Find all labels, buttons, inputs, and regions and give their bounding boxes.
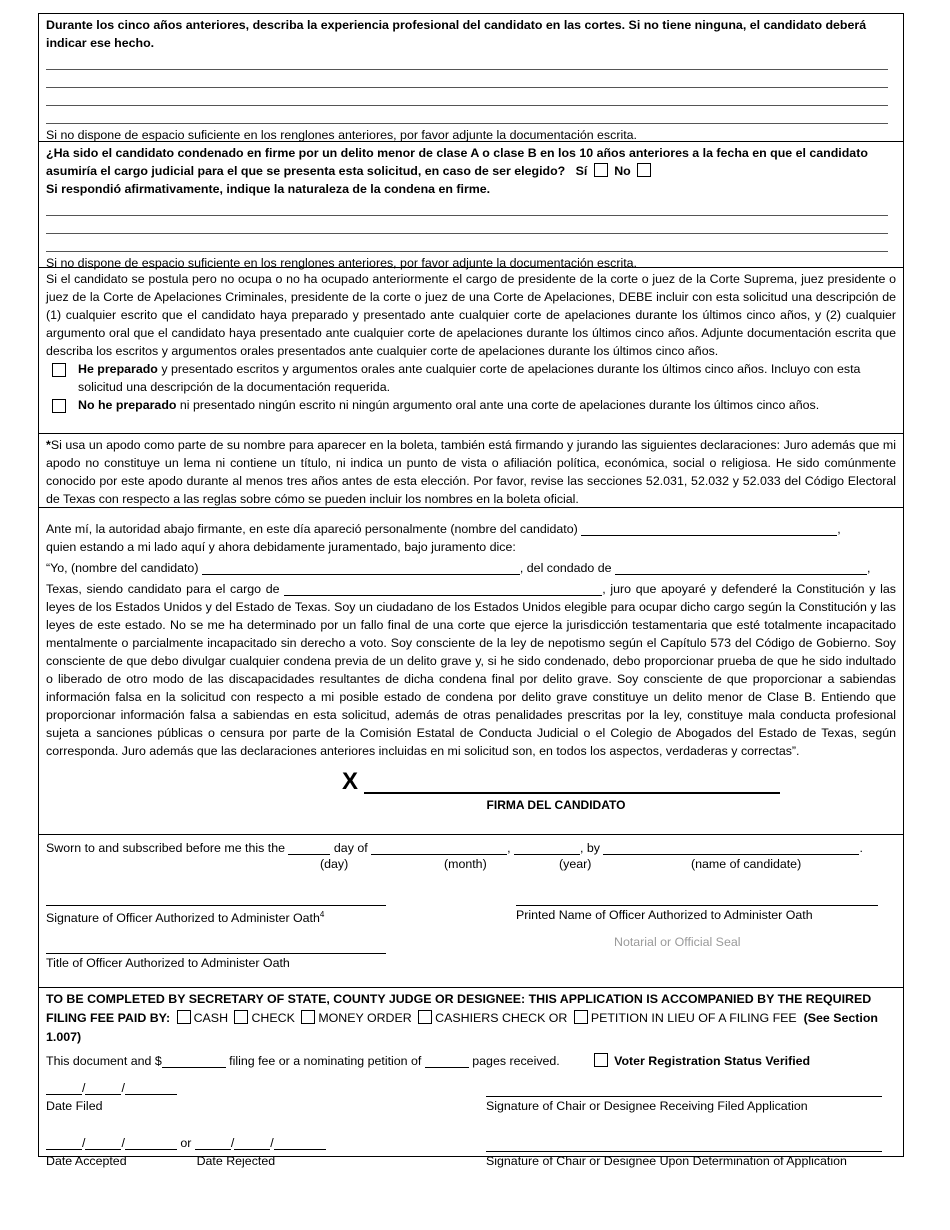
fee-amount-field[interactable] [162, 1054, 226, 1068]
section-nickname [39, 434, 903, 508]
oath-line-3: “Yo, (nombre del candidato) , del condado de , [46, 561, 871, 575]
experience-note: Si no dispone de espacio suficiente en los renglones anteriores, por favor adjunte la documentación escrita. [46, 128, 637, 142]
officer-signature-line[interactable] [46, 889, 386, 906]
answer-line[interactable] [46, 88, 888, 106]
candidate-name-field[interactable] [581, 522, 837, 536]
answer-line[interactable] [46, 52, 888, 70]
candidate-signature-label: FIRMA DEL CANDIDATO [486, 798, 626, 812]
date-accepted-rejected-block: / / or / / Date Accepted Date Rejected [46, 1135, 326, 1170]
section-sworn [39, 835, 903, 988]
date-filed-month[interactable] [46, 1081, 82, 1095]
sworn-line: Sworn to and subscribed before me this the day of , , by . [46, 841, 863, 855]
sworn-captions: (day) (month) (year) (name of candidate) [320, 857, 802, 871]
date-accepted-label: Date Accepted [46, 1154, 127, 1168]
petition-checkbox[interactable] [574, 1010, 588, 1024]
answer-line[interactable] [46, 234, 888, 252]
voter-verified-checkbox[interactable] [594, 1053, 608, 1067]
not-prepared-checkbox[interactable] [52, 399, 66, 413]
section-sos [39, 988, 903, 1168]
officer-printed-name-line[interactable] [516, 889, 878, 906]
date-filed-day[interactable] [85, 1081, 121, 1095]
candidate-name-field[interactable] [202, 561, 520, 575]
date-filed-year[interactable] [125, 1081, 177, 1095]
oath-line-1: Ante mí, la autoridad abajo firmante, en este día apareció personalmente (nombre del candidato) , [46, 522, 841, 536]
nickname-statement: *Si usa un apodo como parte de su nombre para aparecer en la boleta, también está firmando y jurando las siguientes declaraciones: Juro además que mi apodo no constituye un lema ni contiene un título, ni indica un punto de vista o afiliación política, económica, social o religiosa. He sido comúnmente conocido por este apodo durante al menos tres años antes de esta elección. Por favor, revise las secciones 52.031, 52.032 y 52.033 del Código Electoral de Texas con respecto a las reglas sobre cómo se pueden incluir los nombres en la boleta oficial. [46, 438, 896, 506]
office-field[interactable] [284, 582, 602, 596]
yes-checkbox[interactable] [594, 163, 608, 177]
year-field[interactable] [514, 841, 580, 855]
date-filed-block: / / Date Filed [46, 1080, 177, 1115]
conviction-question: ¿Ha sido el candidato condenado en firme por un delito menor de clase A o clase B en los 10 años anteriores a la fecha en que el candidato asumiría el cargo judicial para el que se presenta esta solicitud, en caso de ser elegido? Sí No [46, 146, 868, 178]
section-experience [39, 14, 903, 142]
date-accepted-day[interactable] [85, 1136, 121, 1150]
date-accepted-year[interactable] [125, 1136, 177, 1150]
prepared-checkbox[interactable] [52, 363, 66, 377]
oath-line-2: quien estando a mi lado aquí y ahora debidamente juramentado, bajo juramento dice: [46, 540, 516, 554]
notarial-seal-label: Notarial or Official Seal [614, 935, 741, 950]
candidate-signature-area [46, 768, 896, 796]
conviction-followup: Si respondió afirmativamente, indique la naturaleza de la condena en firme. [46, 182, 491, 196]
determination-signature-label: Signature of Chair or Designee Upon Determination of Application [486, 1154, 847, 1168]
not-prepared-option: No he preparado ni presentado ningún escrito ni ningún argumento oral ante una corte de apelaciones durante los últimos cinco años. [52, 396, 896, 414]
petition-pages-field[interactable] [425, 1054, 469, 1068]
candidate-name-field[interactable] [603, 841, 859, 855]
officer-title-line[interactable] [46, 937, 386, 954]
receiving-signature-line[interactable] [486, 1080, 882, 1097]
appellate-intro: Si el candidato se postula pero no ocupa o no ha ocupado anteriormente el cargo de presidente de la corte o juez de la Corte Suprema, juez presidente o juez de la Corte de Apelaciones Criminales, presidente de la corte o juez de una Corte de Apelaciones, DEBE incluir con esta solicitud una descripción de (1) cualquier escrito que el candidato haya preparado y presentado ante cualquier corte de apelaciones durante los últimos cinco años, y (2) cualquier argumento oral que el candidato haya presentado ante cualquier corte de apelaciones durante los últimos cinco años. Adjunte documentación escrita que describa los escritos y argumentos orales presentados ante cualquier corte de apelaciones durante los últimos cinco años. [46, 272, 896, 358]
no-checkbox[interactable] [637, 163, 651, 177]
section-oath [39, 508, 903, 835]
money-order-checkbox[interactable] [301, 1010, 315, 1024]
sos-received-line: This document and $ filing fee or a nominating petition of pages received. Voter Registration Status Verified [46, 1054, 811, 1068]
date-rejected-day[interactable] [234, 1136, 270, 1150]
date-accepted-month[interactable] [46, 1136, 82, 1150]
application-form [38, 13, 904, 1168]
day-field[interactable] [288, 841, 330, 855]
experience-question: Durante los cinco años anteriores, describa la experiencia profesional del candidato en las cortes. Si no tiene ninguna, el candidato deberá indicar ese hecho. [46, 18, 867, 50]
answer-line[interactable] [46, 70, 888, 88]
cashiers-check-checkbox[interactable] [418, 1010, 432, 1024]
cash-checkbox[interactable] [177, 1010, 191, 1024]
answer-line[interactable] [46, 198, 888, 216]
oath-body: Texas, siendo candidato para el cargo de , juro que apoyaré y defenderé la Constitución y las leyes de los Estados Unidos y del Estado de Texas. Soy un ciudadano de los Estados Unidos elegible para ocupar dicho cargo según la Constitución y las leyes de este estado. No se me ha determinado por un fallo final de una corte que ejerce la jurisdicción testamentaria que esté totalmente incapacitado mentalmente o parcialmente incapacitado sin derecho a voto. Soy consciente de la ley de nepotismo según el Capítulo 573 del Código de Gobierno. Soy consciente de que debo divulgar cualquier condena previa de un delito grave y, si he sido condenado, debo proporcionar prueba de que he sido indultado o liberado de otro modo de las discapacidades resultantes de dicha condena final por delito grave. Soy consciente de que proporcionar a sabiendas información falsa en la solicitud con respecto a mi posible estado de condena por delito grave constituye un delito menor de Clase B. Entiendo que proporcionar información falsa a sabiendas en esta solicitud, además de otras penalidades prescritas por la ley, constituye mala conducta profesional sujeta a sanciones públicas o censura por parte de la Comisión Estatal de Conducta Judicial o el Colegio de Abogados del Estado de Texas, según corresponda. Juro además que las declaraciones anteriores incluidas en mi solicitud son, en todos los aspectos, verdaderas y correctas”. [46, 582, 896, 758]
prepared-option: He preparado y presentado escritos y argumentos orales ante cualquier corte de apelaciones durante los últimos cinco años. Incluyo con esta solicitud una descripción de la documentación requerida. [52, 360, 896, 396]
section-appellate [39, 268, 903, 434]
date-rejected-month[interactable] [195, 1136, 231, 1150]
receiving-signature-label: Signature of Chair or Designee Receiving Filed Application [486, 1099, 808, 1113]
officer-signature-label: Signature of Officer Authorized to Administer Oath$^4$ [46, 910, 325, 926]
determination-signature-line[interactable] [486, 1135, 882, 1152]
county-field[interactable] [615, 561, 867, 575]
answer-line[interactable] [46, 216, 888, 234]
check-checkbox[interactable] [234, 1010, 248, 1024]
officer-title-label: Title of Officer Authorized to Administer Oath [46, 956, 290, 971]
section-conviction [39, 142, 903, 268]
candidate-signature-line[interactable] [364, 770, 780, 794]
conviction-note: Si no dispone de espacio suficiente en los renglones anteriores, por favor adjunte la documentación escrita. [46, 256, 637, 270]
officer-printed-name-label: Printed Name of Officer Authorized to Administer Oath [516, 908, 813, 922]
x-mark: X [341, 768, 358, 795]
month-field[interactable] [371, 841, 507, 855]
date-rejected-year[interactable] [274, 1136, 326, 1150]
sos-heading: TO BE COMPLETED BY SECRETARY OF STATE, COUNTY JUDGE OR DESIGNEE: THIS APPLICATION IS ACCOMPANIED BY THE REQUIRED FILING FEE PAID BY: CASH CHECK MONEY ORDER CASHIERS CHECK OR PETITION IN LIEU OF A FILING FEE (See Section 1.007) [46, 992, 878, 1044]
date-filed-label: Date Filed [46, 1099, 103, 1113]
answer-line[interactable] [46, 106, 888, 124]
date-rejected-label: Date Rejected [196, 1154, 276, 1168]
